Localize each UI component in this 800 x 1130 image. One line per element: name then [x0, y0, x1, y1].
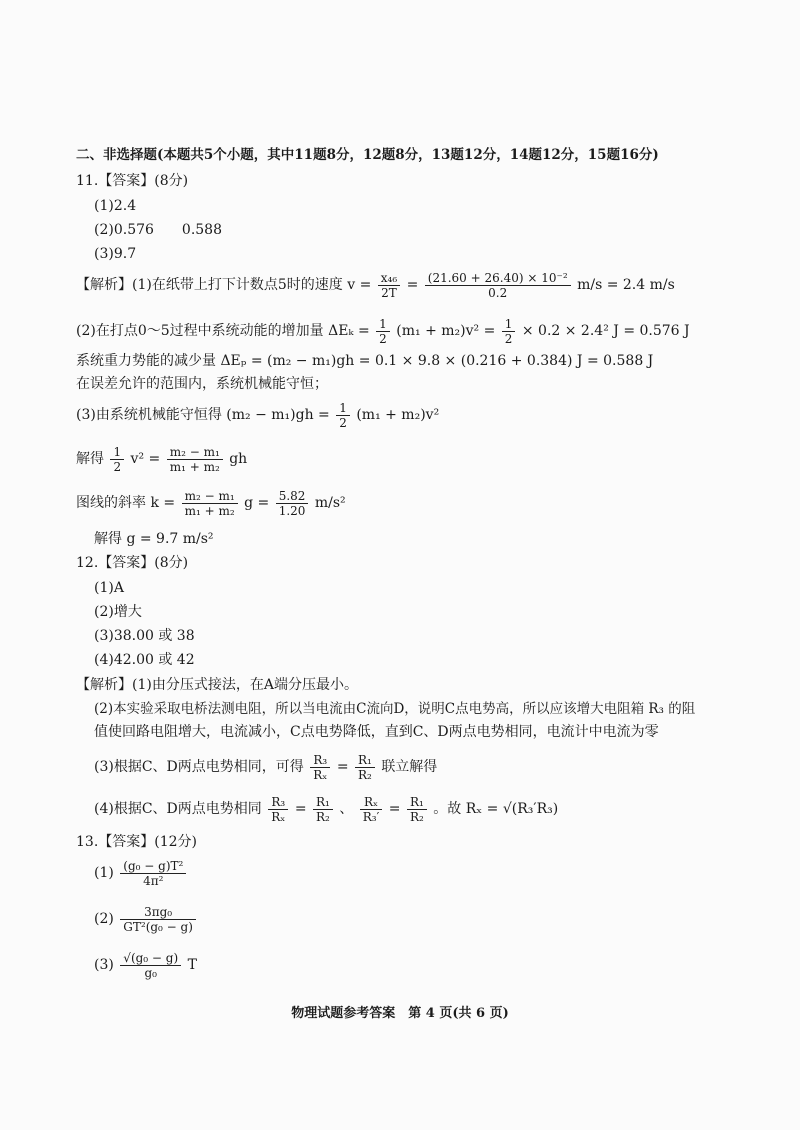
frac-den: 0.2 [488, 285, 508, 300]
frac-den: R₂ [316, 809, 330, 824]
frac-den: 2 [339, 415, 347, 430]
text-segment: v = [347, 277, 372, 293]
q12-header: 12.【答案】(8分) [76, 555, 189, 571]
q12-analysis-1: 【解析】(1)由分压式接法，在A端分压最小。 [76, 677, 358, 693]
text-segment: (2)在打点0～5过程中系统动能的增加量 ΔEₖ = [76, 323, 370, 339]
frac-den: R₃′ [362, 809, 380, 824]
frac-den: GT²(g₀ − g) [123, 919, 193, 934]
frac-den: Rₓ [313, 767, 328, 782]
text-segment: (m₁ + m₂)v² [356, 407, 440, 423]
text-segment: g = [244, 495, 270, 511]
text-segment: 联立解得 [381, 759, 438, 775]
q11-analysis-4: 在误差允许的范围内，系统机械能守恒； [76, 376, 328, 392]
fraction [360, 795, 383, 824]
frac-num: 1 [376, 317, 390, 332]
q12-analysis-3: 值使回路电阻增大，电流减小，C点电势降低，直到C、D两点电势相同，电流计中电流为零 [94, 724, 659, 740]
fraction [120, 859, 186, 888]
q11-analysis-5 [76, 398, 439, 432]
frac-num: (21.60 + 26.40) × 10⁻² [425, 271, 571, 286]
fraction [167, 445, 223, 474]
fraction [276, 489, 309, 518]
fraction [376, 317, 390, 346]
fraction [110, 445, 124, 474]
text-segment: gh [229, 451, 248, 467]
q11-answer-2: (2)0.576 0.588 [94, 222, 222, 238]
text-segment: 。故 Rₓ = √(R₃′R₃) [433, 801, 559, 817]
q11-analysis-2 [76, 314, 690, 348]
text-segment: (3) [94, 957, 114, 973]
frac-num: 5.82 [276, 489, 309, 504]
frac-den: 4π² [143, 873, 164, 888]
frac-num: 1 [110, 445, 124, 460]
q11-analysis-6 [76, 442, 247, 476]
frac-num: Rₓ [360, 795, 383, 810]
fraction [336, 401, 350, 430]
q12-analysis-2: (2)本实验采取电桥法测电阻，所以当电流由C流向D，说明C点电势高，所以应该增大电阻箱 R₃ 的阻 [94, 701, 696, 717]
fraction [355, 753, 375, 782]
text-segment: (4)根据C、D两点电势相同 [94, 801, 262, 817]
text-segment: 、 [339, 801, 354, 817]
page-footer: 物理试题参考答案 第 4 页(共 6 页) [291, 1006, 509, 1021]
text-segment: × 0.2 × 2.4² J = 0.576 J [521, 323, 690, 339]
q12-analysis-5 [94, 792, 558, 826]
q13-answer-3 [94, 948, 197, 982]
q11-analysis-7 [76, 486, 346, 520]
text-segment: = [406, 277, 419, 293]
frac-num: R₁ [407, 795, 427, 810]
text-segment: = [388, 801, 401, 817]
q11-analysis-1 [76, 268, 675, 302]
fraction [120, 951, 181, 980]
frac-den: m₁ + m₂ [184, 503, 235, 518]
q12-answer-3: (3)38.00 或 38 [94, 628, 195, 644]
fraction [268, 795, 288, 824]
fraction [182, 489, 238, 518]
q11-analysis-8: 解得 g = 9.7 m/s² [94, 531, 214, 547]
frac-num: √(g₀ − g) [120, 951, 181, 966]
q12-answer-1: (1)A [94, 580, 124, 596]
text-segment: m/s² [314, 495, 346, 511]
text-segment: 解得 [76, 451, 104, 467]
fraction [502, 317, 516, 346]
frac-num: R₁ [313, 795, 333, 810]
text-segment: (3)根据C、D两点电势相同，可得 [94, 759, 304, 775]
frac-num: 1 [336, 401, 350, 416]
q11-header: 11.【答案】(8分) [76, 173, 189, 189]
frac-den: 1.20 [278, 503, 306, 518]
fraction [120, 905, 196, 934]
frac-num: m₂ − m₁ [167, 445, 223, 460]
q12-answer-2: (2)增大 [94, 604, 142, 620]
q11-answer-1: (1)2.4 [94, 198, 137, 214]
fraction [378, 271, 400, 300]
frac-den: R₂ [409, 809, 424, 824]
q13-answer-1 [94, 856, 188, 890]
text-segment: (2) [94, 911, 114, 927]
text-segment: T [187, 957, 197, 973]
q13-header: 13.【答案】(12分) [76, 834, 198, 850]
text-segment: (m₁ + m₂)v² = [396, 323, 496, 339]
frac-num: m₂ − m₁ [182, 489, 238, 504]
fraction [407, 795, 427, 824]
text-segment: m/s = 2.4 m/s [577, 277, 675, 293]
frac-num: R₃ [310, 753, 330, 768]
frac-den: 2 [504, 331, 513, 346]
text-segment: (3)由系统机械能守恒得 (m₂ − m₁)gh = [76, 407, 330, 423]
frac-num: 1 [502, 317, 516, 332]
frac-num: R₃ [268, 795, 288, 810]
frac-den: g₀ [144, 965, 157, 980]
frac-den: m₁ + m₂ [169, 459, 220, 474]
frac-den: R₂ [358, 767, 372, 782]
frac-den: 2T [381, 285, 397, 300]
text-segment: (1) [94, 865, 114, 881]
q12-analysis-4 [94, 750, 437, 784]
text-segment: = [294, 801, 307, 817]
frac-den: Rₓ [271, 809, 286, 824]
fraction [313, 795, 333, 824]
text-segment: 图线的斜率 k = [76, 495, 176, 511]
section-title: 二、非选择题(本题共5个小题，其中11题8分，12题8分，13题12分，14题12分，15题16分) [76, 147, 659, 163]
q11-analysis-3: 系统重力势能的减少量 ΔEₚ = (m₂ − m₁)gh = 0.1 × 9.8 × (0.216 + 0.384) J = 0.588 J [76, 353, 654, 369]
frac-num: (g₀ − g)T² [120, 859, 186, 874]
text-segment: v² = [130, 451, 161, 467]
text-segment: = [336, 759, 349, 775]
fraction [310, 753, 330, 782]
frac-den: 2 [113, 459, 122, 474]
frac-num: 3πg₀ [120, 905, 196, 920]
text-segment: 【解析】(1)在纸带上打下计数点5时的速度 [76, 277, 343, 293]
fraction [425, 271, 571, 300]
frac-den: 2 [379, 331, 387, 346]
frac-num: R₁ [355, 753, 375, 768]
frac-num: x₄₆ [378, 271, 400, 286]
q11-answer-3: (3)9.7 [94, 246, 137, 262]
q12-answer-4: (4)42.00 或 42 [94, 652, 195, 668]
q13-answer-2 [94, 902, 198, 936]
